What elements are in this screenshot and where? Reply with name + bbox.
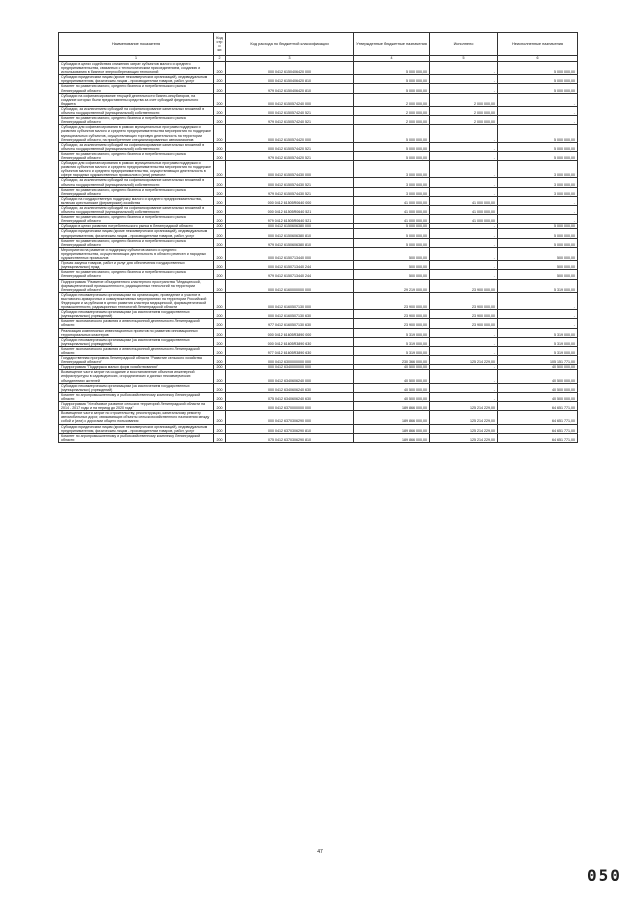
row-budget-code: 979 0412 6150574420 521: [226, 151, 354, 160]
row-unexecuted-amount: 5 000 000,00: [498, 229, 578, 238]
row-name: Субсидии на государственную поддержку малого и среднего предпринимательства, включая крестьянские (фермерские) хозяйства: [59, 196, 214, 205]
row-executed-amount: 125 214 229,00: [430, 411, 498, 424]
row-unexecuted-amount: 5 319 000,00: [498, 279, 578, 292]
row-executed-amount: -: [430, 270, 498, 279]
row-name: Мероприятия на развитие и поддержку субъектов малого и среднего предпринимательства, осуществляющих деятельность в области ремесел и народных художественных промыслов: [59, 247, 214, 260]
row-executed-amount: -: [430, 224, 498, 229]
row-unexecuted-amount: 3 000 000,00: [498, 178, 578, 187]
row-executed-amount: -: [430, 370, 498, 383]
row-unexecuted-amount: 64 651 771,00: [498, 411, 578, 424]
row-line-code: 200: [214, 346, 226, 355]
row-name: Субсидии, за исключением субсидий на софинансирование капитальных вложений в объекты государственной (муниципальной) собственности: [59, 106, 214, 115]
row-line-code: 200: [214, 433, 226, 442]
row-unexecuted-amount: -: [498, 93, 578, 106]
row-line-code: 200: [214, 106, 226, 115]
row-approved-amount: 5 000 000,00: [354, 62, 430, 75]
header-budget-code: Код расхода по бюджетной классификации: [226, 33, 354, 56]
row-approved-amount: 41 000 000,00: [354, 215, 430, 224]
row-unexecuted-amount: -: [498, 319, 578, 328]
row-line-code: 200: [214, 270, 226, 279]
row-budget-code: 000 0412 6150574420 000: [226, 125, 354, 142]
table-row: [59, 151, 578, 160]
row-budget-code: 979 0412 6150574240 521: [226, 116, 354, 125]
row-budget-code: 000 0412 6150574240 000: [226, 93, 354, 106]
row-name: Возмещение части затрат по строительству, реконструкции, капитальному ремонту автомобильных дорог, связывающих объекты сельскохозяйственного назначения между собой и (или) с дорогами общего пользования: [59, 411, 214, 424]
row-executed-amount: 23 900 000,00: [430, 319, 498, 328]
row-unexecuted-amount: -: [498, 292, 578, 309]
row-budget-code: 075 0412 6370306290 810: [226, 433, 354, 442]
row-approved-amount: 23 900 000,00: [354, 319, 430, 328]
row-executed-amount: -: [430, 247, 498, 260]
row-line-code: 200: [214, 142, 226, 151]
row-approved-amount: 189 866 000,00: [354, 402, 430, 411]
row-budget-code: 000 0412 6150574420 521: [226, 142, 354, 151]
table-row: [59, 433, 578, 442]
row-executed-amount: 23 900 000,00: [430, 310, 498, 319]
table-row: [59, 238, 578, 247]
row-approved-amount: 3 000 000,00: [354, 161, 430, 178]
table-row: [59, 370, 578, 383]
row-line-code: 200: [214, 328, 226, 337]
row-name: Субсидии некоммерческим организациям на организацию, проведение и участие в выставочно-ярмарочных и коммуникативных мероприятиях на территории Российской Федерации и за рубежом в целях развития кластера медицинской, фармацевтической промышленности, радиационных технологий Ленинградской области: [59, 292, 214, 309]
row-executed-amount: -: [430, 84, 498, 93]
row-line-code: 200: [214, 161, 226, 178]
row-unexecuted-amount: 105 151 771,00: [498, 356, 578, 365]
table-row: [59, 319, 578, 328]
row-executed-amount: -: [430, 229, 498, 238]
row-line-code: 200: [214, 310, 226, 319]
row-name: Субсидии для софинансирования в рамках муниципальных программ поддержки и развития субъектов малого и среднего предпринимательства мероприятия по поддержке субъектов малого и среднего предпринимательства, осуществляющих деятельность в сфере народных художественных промыслов и (или) ремесел: [59, 161, 214, 178]
row-budget-code: 979 0412 6150406420 810: [226, 84, 354, 93]
row-line-code: 200: [214, 178, 226, 187]
row-line-code: 200: [214, 75, 226, 84]
row-approved-amount: 41 000 000,00: [354, 196, 430, 205]
table-row: [59, 93, 578, 106]
row-line-code: 200: [214, 402, 226, 411]
row-budget-code: 979 0412 6150606380 810: [226, 238, 354, 247]
row-budget-code: 000 0412 61505R0640 000: [226, 196, 354, 205]
row-executed-amount: -: [430, 238, 498, 247]
row-executed-amount: -: [430, 261, 498, 270]
table-row: [59, 215, 578, 224]
row-unexecuted-amount: 64 651 771,00: [498, 433, 578, 442]
row-unexecuted-amount: 5 000 000,00: [498, 62, 578, 75]
row-approved-amount: 3 000 000,00: [354, 178, 430, 187]
row-line-code: 200: [214, 215, 226, 224]
table-row: [59, 187, 578, 196]
row-executed-amount: 125 214 229,00: [430, 424, 498, 433]
table-row: [59, 106, 578, 115]
table-row: [59, 383, 578, 392]
page-stamp: 050: [587, 866, 622, 885]
row-line-code: 200: [214, 116, 226, 125]
row-unexecuted-amount: -: [498, 215, 578, 224]
row-approved-amount: 23 900 000,00: [354, 310, 430, 319]
row-unexecuted-amount: -: [498, 196, 578, 205]
table-header-row: [59, 33, 578, 56]
row-name: Подпрограмма "Поддержка малых форм хозяйствования": [59, 365, 214, 370]
row-approved-amount: 5 319 000,00: [354, 346, 430, 355]
column-number: 4: [354, 56, 430, 62]
row-budget-code: 000 0412 6150606380 000: [226, 224, 354, 229]
row-name: Комитет по развитию малого, среднего бизнеса и потребительского рынка Ленинградской области: [59, 215, 214, 224]
row-unexecuted-amount: 500 000,00: [498, 261, 578, 270]
row-approved-amount: 5 000 000,00: [354, 224, 430, 229]
row-approved-amount: 2 000 000,00: [354, 93, 430, 106]
column-number: 5: [430, 56, 498, 62]
row-unexecuted-amount: 40 500 000,00: [498, 370, 578, 383]
table-row: [59, 142, 578, 151]
row-unexecuted-amount: 5 319 000,00: [498, 337, 578, 346]
column-number: 2: [214, 56, 226, 62]
row-name: Субсидии в целях содействия снижению затрат субъектов малого и среднего предпринимательства, связанных с технологическим присоединением, созданию и использованию в бизнесе энергосберегающих технологий: [59, 62, 214, 75]
row-executed-amount: -: [430, 125, 498, 142]
row-line-code: 200: [214, 247, 226, 260]
row-unexecuted-amount: 5 000 000,00: [498, 125, 578, 142]
row-approved-amount: 40 500 000,00: [354, 392, 430, 401]
page-number: 47: [317, 849, 323, 855]
row-executed-amount: -: [430, 383, 498, 392]
row-unexecuted-amount: 64 651 771,00: [498, 424, 578, 433]
row-approved-amount: 5 000 000,00: [354, 142, 430, 151]
row-approved-amount: 40 500 000,00: [354, 365, 430, 370]
table-row: [59, 261, 578, 270]
row-line-code: 200: [214, 279, 226, 292]
budget-execution-table: [58, 32, 578, 443]
row-unexecuted-amount: 40 500 000,00: [498, 392, 578, 401]
table-row: [59, 161, 578, 178]
table-row: [59, 116, 578, 125]
row-approved-amount: 2 000 000,00: [354, 116, 430, 125]
row-name: Субсидии некоммерческим организациям (за исключением государственных (муниципальных) учреждений): [59, 310, 214, 319]
row-name: Комитет по развитию малого, среднего бизнеса и потребительского рынка Ленинградской области: [59, 270, 214, 279]
row-line-code: 200: [214, 292, 226, 309]
row-line-code: 200: [214, 319, 226, 328]
row-name: Государственная программа Ленинградской области "Развитие сельского хозяйства Ленинградской области": [59, 356, 214, 365]
row-approved-amount: 41 000 000,00: [354, 206, 430, 215]
row-budget-code: 000 0412 6300000000 000: [226, 356, 354, 365]
row-budget-code: 000 0412 6340606240 630: [226, 383, 354, 392]
table-row: [59, 346, 578, 355]
row-budget-code: 000 0412 6150574430 521: [226, 178, 354, 187]
row-line-code: 200: [214, 424, 226, 433]
row-unexecuted-amount: 5 000 000,00: [498, 142, 578, 151]
row-executed-amount: 41 000 000,00: [430, 215, 498, 224]
column-number: 3: [226, 56, 354, 62]
row-unexecuted-amount: 5 000 000,00: [498, 151, 578, 160]
row-unexecuted-amount: 3 000 000,00: [498, 161, 578, 178]
row-budget-code: 075 0412 6340606240 630: [226, 392, 354, 401]
row-executed-amount: -: [430, 187, 498, 196]
row-approved-amount: 5 000 000,00: [354, 125, 430, 142]
row-approved-amount: 2 000 000,00: [354, 106, 430, 115]
row-budget-code: 000 0412 6150406420 000: [226, 62, 354, 75]
table-row: [59, 402, 578, 411]
header-unexecuted: Неисполненные назначения: [498, 33, 578, 56]
row-unexecuted-amount: -: [498, 106, 578, 115]
column-number: 1: [59, 56, 214, 62]
row-budget-code: 000 0412 6160507130 630: [226, 310, 354, 319]
row-name: Субсидии для софинансирования в рамках муниципальных программ поддержки и развития субъектов малого и среднего предпринимательства мероприятия по поддержке муниципальных субъектов, осуществляющих торговую деятельность на территории Ленинградской области, на приобретение специализированных автомагазинов: [59, 125, 214, 142]
row-executed-amount: -: [430, 337, 498, 346]
row-unexecuted-amount: 5 000 000,00: [498, 224, 578, 229]
row-budget-code: 979 0412 6150574430 521: [226, 187, 354, 196]
row-approved-amount: 5 319 000,00: [354, 328, 430, 337]
table-row: [59, 310, 578, 319]
row-budget-code: 977 0412 61605R3890 630: [226, 346, 354, 355]
row-budget-code: 000 0412 6370306290 000: [226, 411, 354, 424]
row-executed-amount: 125 214 229,00: [430, 356, 498, 365]
row-executed-amount: -: [430, 75, 498, 84]
row-approved-amount: 500 000,00: [354, 261, 430, 270]
row-line-code: 200: [214, 411, 226, 424]
row-budget-code: 000 0412 6150574240 521: [226, 106, 354, 115]
row-line-code: 200: [214, 356, 226, 365]
row-budget-code: 000 0412 6370000000 000: [226, 402, 354, 411]
row-budget-code: 979 0412 61505R0640 521: [226, 215, 354, 224]
row-unexecuted-amount: 5 000 000,00: [498, 238, 578, 247]
row-unexecuted-amount: 5 319 000,00: [498, 328, 578, 337]
row-budget-code: 000 0412 6340606240 000: [226, 370, 354, 383]
table-row: [59, 270, 578, 279]
row-executed-amount: 2 000 000,00: [430, 93, 498, 106]
row-executed-amount: 2 000 000,00: [430, 116, 498, 125]
row-line-code: 200: [214, 93, 226, 106]
table-row: [59, 178, 578, 187]
row-name: Реализация комплексных инвестиционных проектов по развитию инновационных территориальных кластеров: [59, 328, 214, 337]
row-name: Комитет по развитию малого, среднего бизнеса и потребительского рынка Ленинградской области: [59, 187, 214, 196]
table-row: [59, 424, 578, 433]
row-executed-amount: 41 000 000,00: [430, 196, 498, 205]
row-budget-code: 977 0412 6160507130 630: [226, 319, 354, 328]
header-name: Наименование показателя: [59, 33, 214, 56]
row-budget-code: 000 0412 6150713440 000: [226, 247, 354, 260]
row-approved-amount: 189 866 000,00: [354, 433, 430, 442]
row-line-code: 200: [214, 337, 226, 346]
row-budget-code: 000 0412 61605R3890 630: [226, 337, 354, 346]
table-body: [59, 62, 578, 443]
table-row: [59, 328, 578, 337]
table-row: [59, 62, 578, 75]
row-unexecuted-amount: 40 500 000,00: [498, 365, 578, 370]
row-name: Субсидии в целях развития потребительского рынка в Ленинградской области: [59, 224, 214, 229]
row-unexecuted-amount: 40 500 000,00: [498, 383, 578, 392]
table-row: [59, 292, 578, 309]
row-budget-code: 000 0412 6160507130 000: [226, 292, 354, 309]
row-line-code: 200: [214, 62, 226, 75]
table-row: [59, 196, 578, 205]
row-executed-amount: -: [430, 178, 498, 187]
row-unexecuted-amount: -: [498, 206, 578, 215]
row-name: Субсидии юридическим лицам (кроме некоммерческих организаций), индивидуальным предпринимателям, физическим лицам - производителям товаров, работ, услуг: [59, 229, 214, 238]
row-executed-amount: 23 900 000,00: [430, 279, 498, 292]
row-line-code: 200: [214, 206, 226, 215]
row-approved-amount: 500 000,00: [354, 247, 430, 260]
row-line-code: 200: [214, 229, 226, 238]
row-budget-code: 000 0412 61605R3890 000: [226, 328, 354, 337]
row-name: Субсидии, за исключением субсидий на софинансирование капитальных вложений в объекты государственной (муниципальной) собственности: [59, 178, 214, 187]
row-budget-code: 000 0412 6150713440 244: [226, 261, 354, 270]
row-unexecuted-amount: 5 000 000,00: [498, 75, 578, 84]
table-row: [59, 84, 578, 93]
header-executed: Исполнено: [430, 33, 498, 56]
row-approved-amount: 189 866 000,00: [354, 411, 430, 424]
row-approved-amount: 189 866 000,00: [354, 424, 430, 433]
row-name: Субсидии юридическим лицам (кроме некоммерческих организаций), индивидуальным предпринимателям, физическим лицам - производителям товаров, работ, услуг: [59, 424, 214, 433]
row-approved-amount: 40 500 000,00: [354, 383, 430, 392]
table-row: [59, 392, 578, 401]
table-row: [59, 247, 578, 260]
row-line-code: 200: [214, 392, 226, 401]
row-approved-amount: 29 219 000,00: [354, 279, 430, 292]
row-unexecuted-amount: 500 000,00: [498, 270, 578, 279]
row-name: Комитет по развитию малого, среднего бизнеса и потребительского рынка Ленинградской области: [59, 238, 214, 247]
row-name: Подпрограмма "Устойчивое развитие сельских территорий Ленинградской области на 2014 - 2017 годы и на период до 2020 года": [59, 402, 214, 411]
row-budget-code: 000 0412 6340000000 000: [226, 365, 354, 370]
row-line-code: 200: [214, 196, 226, 205]
row-approved-amount: 230 366 000,00: [354, 356, 430, 365]
row-unexecuted-amount: 5 000 000,00: [498, 84, 578, 93]
table-row: [59, 229, 578, 238]
row-unexecuted-amount: -: [498, 116, 578, 125]
table-row: [59, 411, 578, 424]
row-unexecuted-amount: 64 651 771,00: [498, 402, 578, 411]
row-line-code: 200: [214, 238, 226, 247]
row-name: Субсидии некоммерческим организациям (за исключением государственных (муниципальных) учреждений): [59, 383, 214, 392]
row-approved-amount: 23 900 000,00: [354, 292, 430, 309]
row-approved-amount: 3 000 000,00: [354, 187, 430, 196]
row-approved-amount: 500 000,00: [354, 270, 430, 279]
row-executed-amount: 125 214 229,00: [430, 433, 498, 442]
row-executed-amount: -: [430, 62, 498, 75]
row-line-code: 200: [214, 84, 226, 93]
row-name: Возмещение части затрат на создание и восстановление объектов инженерной инфраструктуры в садоводческих, огороднических и дачных некоммерческих объединениях жителей: [59, 370, 214, 383]
row-name: Комитет по развитию малого, среднего бизнеса и потребительского рынка Ленинградской области: [59, 151, 214, 160]
row-name: Комитет экономического развития и инвестиционной деятельности Ленинградской области: [59, 346, 214, 355]
row-executed-amount: -: [430, 142, 498, 151]
row-approved-amount: 5 000 000,00: [354, 75, 430, 84]
row-budget-code: 000 0412 6150574430 000: [226, 161, 354, 178]
row-executed-amount: 41 000 000,00: [430, 206, 498, 215]
row-executed-amount: -: [430, 392, 498, 401]
row-unexecuted-amount: 5 319 000,00: [498, 346, 578, 355]
row-approved-amount: 5 000 000,00: [354, 151, 430, 160]
header-line-code: Код стро ки: [214, 33, 226, 56]
row-budget-code: 000 0412 61505R0640 521: [226, 206, 354, 215]
table-row: [59, 75, 578, 84]
row-line-code: 200: [214, 151, 226, 160]
column-number: 6: [498, 56, 578, 62]
row-name: Подпрограмма "Развитие объединенного кластерного пространства "Медицинской, фармацевтической промышленности, радиационных технологий на территории Ленинградской области": [59, 279, 214, 292]
header-approved: Утвержденные бюджетные назначения: [354, 33, 430, 56]
row-executed-amount: 23 900 000,00: [430, 292, 498, 309]
row-budget-code: 000 0412 6160000000 000: [226, 279, 354, 292]
row-line-code: 200: [214, 383, 226, 392]
row-name: Субсидии юридическим лицам (кроме некоммерческих организаций), индивидуальным предпринимателям, физическим лицам - производителям товаров, работ, услуг: [59, 75, 214, 84]
row-line-code: 200: [214, 261, 226, 270]
row-executed-amount: -: [430, 151, 498, 160]
row-unexecuted-amount: 500 000,00: [498, 247, 578, 260]
row-line-code: 200: [214, 224, 226, 229]
row-name: Комитет по развитию малого, среднего бизнеса и потребительского рынка Ленинградской области: [59, 116, 214, 125]
row-line-code: 200: [214, 187, 226, 196]
row-budget-code: 000 0412 6150406420 810: [226, 75, 354, 84]
row-budget-code: 000 0412 6150606380 810: [226, 229, 354, 238]
row-name: Комитет по развитию малого, среднего бизнеса и потребительского рынка Ленинградской области: [59, 84, 214, 93]
row-name: Субсидии на софинансирование текущей деятельности бизнес-инкубаторов, на создание которых были предоставлены средства за счет субсидий федерального бюджета: [59, 93, 214, 106]
row-executed-amount: -: [430, 328, 498, 337]
row-name: Комитет экономического развития и инвестиционной деятельности Ленинградской области: [59, 319, 214, 328]
row-approved-amount: 40 500 000,00: [354, 370, 430, 383]
row-line-code: 200: [214, 370, 226, 383]
row-name: Комитет по агропромышленному и рыбохозяйственному комплексу Ленинградской области: [59, 433, 214, 442]
row-budget-code: 000 0412 6370306290 810: [226, 424, 354, 433]
table-row: [59, 279, 578, 292]
row-name: Комитет по агропромышленному и рыбохозяйственному комплексу Ленинградской области: [59, 392, 214, 401]
row-budget-code: 979 0412 6150713440 244: [226, 270, 354, 279]
row-approved-amount: 5 000 000,00: [354, 84, 430, 93]
row-approved-amount: 5 319 000,00: [354, 337, 430, 346]
row-approved-amount: 5 000 000,00: [354, 238, 430, 247]
row-name: Субсидии, за исключением субсидий на софинансирование капитальных вложений в объекты государственной (муниципальной) собственности: [59, 142, 214, 151]
row-line-code: 200: [214, 125, 226, 142]
row-executed-amount: -: [430, 365, 498, 370]
table-row: [59, 206, 578, 215]
row-unexecuted-amount: 3 000 000,00: [498, 187, 578, 196]
row-name: Прочая закупка товаров, работ и услуг для обеспечения государственных (муниципальных) нужд: [59, 261, 214, 270]
row-unexecuted-amount: -: [498, 310, 578, 319]
row-name: Субсидии некоммерческим организациям (за исключением государственных (муниципальных) учреждений): [59, 337, 214, 346]
row-executed-amount: 2 000 000,00: [430, 106, 498, 115]
row-executed-amount: 125 214 229,00: [430, 402, 498, 411]
table-row: [59, 337, 578, 346]
table-row: [59, 356, 578, 365]
row-name: Субсидии, за исключением субсидий на софинансирование капитальных вложений в объекты государственной (муниципальной) собственности: [59, 206, 214, 215]
row-line-code: 200: [214, 365, 226, 370]
table-row: [59, 125, 578, 142]
row-approved-amount: 5 000 000,00: [354, 229, 430, 238]
row-executed-amount: -: [430, 161, 498, 178]
row-executed-amount: -: [430, 346, 498, 355]
